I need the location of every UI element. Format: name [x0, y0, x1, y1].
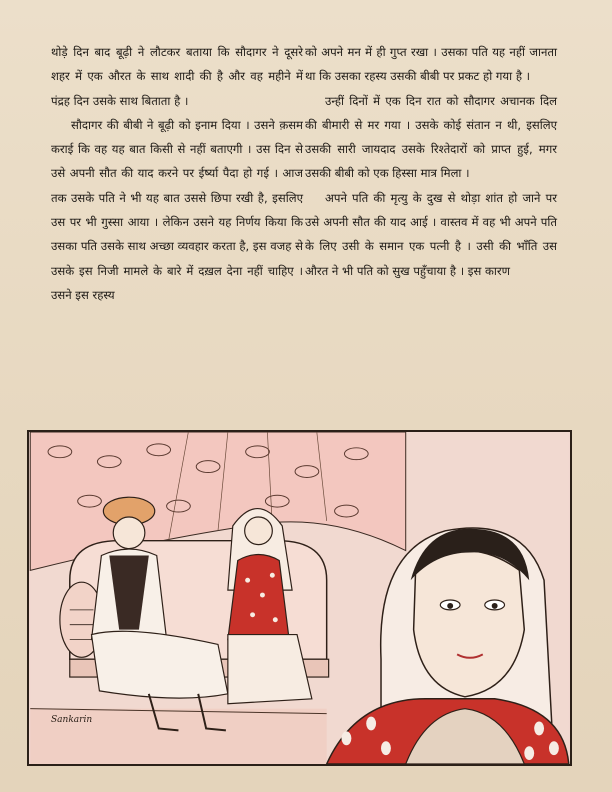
paragraph: को अपने मन में ही गुप्त रखा । उसका पति यह नहीं जानता था कि उसका रहस्य उसकी बीबी पर प्रकट हो गया है ।	[305, 45, 557, 84]
text-column-right	[305, 40, 557, 283]
text-column-left	[51, 40, 303, 307]
paragraph: सौदागर की बीबी ने बूढ़ी को इनाम दिया । उसने क़सम कराई कि वह यह बात किसी से नहीं बताएगी । उस दिन से उसे अपनी सौत की याद करने पर ईर्ष्या पैदा हो गई । आज तक उसके पति ने भी यह बात उससे छिपा रखी है, इसलिए उस पर भी गुस्सा आया । लेकिन उसने यह निर्णय किया कि उसका पति उसके साथ अच्छा व्यवहार करता है, इस वजह से उसके इस निजी मामले के बारे में दख़ल देना नहीं चाहिए । उसने इस रहस्य	[51, 117, 303, 302]
artist-signature: Sankarin	[51, 715, 93, 725]
illustration-drawing	[29, 432, 570, 764]
paragraph: अपने पति की मृत्यु के दुख से थोड़ा शांत हो जाने पर उसे अपनी सौत की याद आई । वास्तव में वह भी अपने पति के लिए उसी के समान एक पत्नी है । उसी की भाँति उस औरत ने भी पति को सुख पहुँचाया है । इस कारण	[305, 190, 557, 278]
paragraph: थोड़े दिन बाद बूढ़ी ने लौटकर बताया कि सौदागर ने दूसरे शहर में एक औरत के साथ शादी की है और वह महीने में पंद्रह दिन उसके साथ बिताता है ।	[51, 45, 303, 108]
story-illustration	[27, 430, 572, 766]
paragraph: उन्हीं दिनों में एक दिन रात को सौदागर अचानक दिल की बीमारी से मर गया । उसके कोई संतान न थी, इसलिए उसकी सारी जायदाद उसके रिश्तेदारों को प्राप्त हुई, मगर उसकी बीबी को एक हिस्सा मात्र मिला ।	[305, 93, 557, 181]
